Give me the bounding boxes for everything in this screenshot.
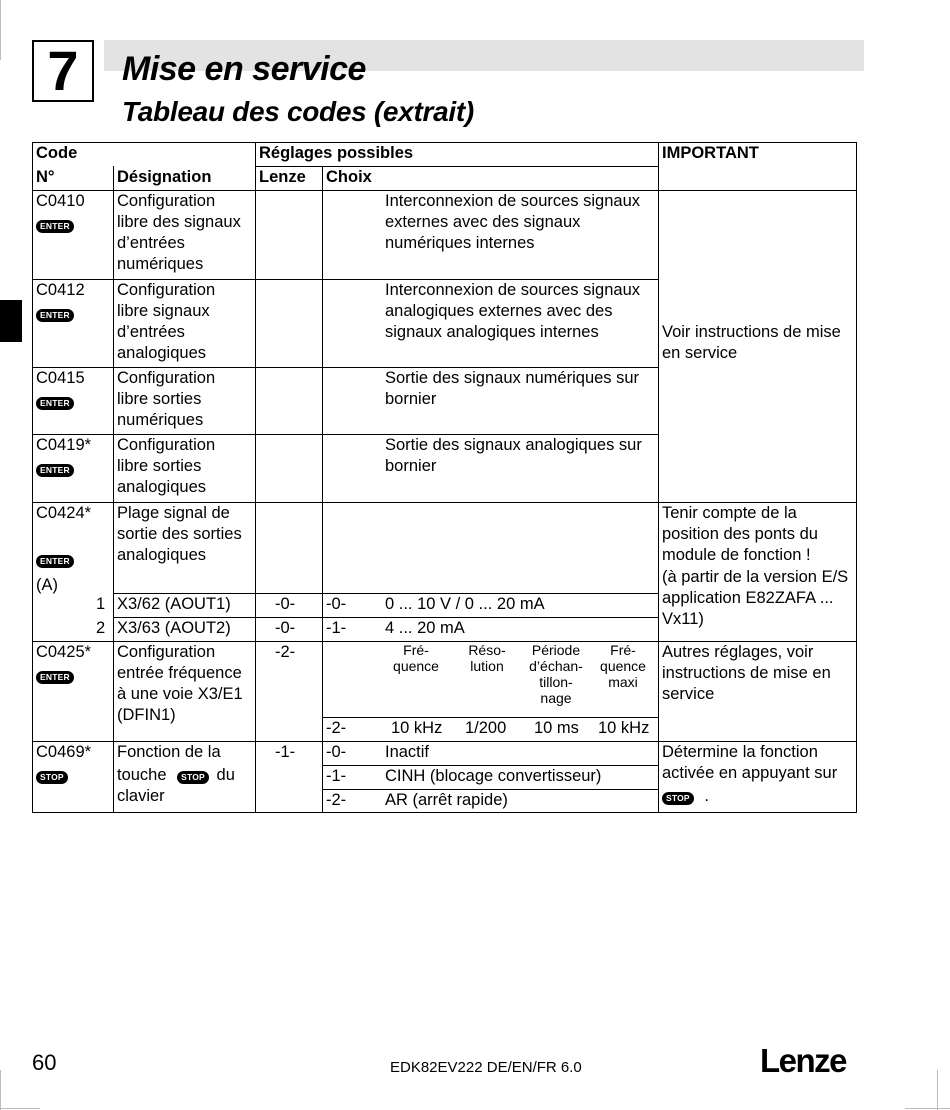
important-text: Voir instructions de mise bbox=[662, 323, 841, 341]
designation-line: Plage signal de bbox=[117, 504, 230, 522]
document-reference: EDK82EV222 DE/EN/FR 6.0 bbox=[390, 1059, 582, 1076]
designation-line: entrée fréquence bbox=[117, 664, 242, 682]
enter-key-icon: ENTER bbox=[36, 549, 74, 570]
stop-key-icon: STOP bbox=[662, 792, 694, 805]
choix-code: -1- bbox=[326, 619, 347, 637]
choix-code: -2- bbox=[326, 791, 347, 809]
enter-key-icon: ENTER bbox=[36, 391, 74, 412]
choix-value: 10 kHz bbox=[598, 719, 650, 737]
header-reglages: Réglages possibles bbox=[259, 144, 414, 162]
designation-line: libre sorties bbox=[117, 390, 202, 408]
important-text: Détermine la fonction bbox=[662, 743, 818, 761]
designation-line: clavier bbox=[117, 787, 165, 805]
page-number: 60 bbox=[32, 1050, 57, 1075]
chapter-number: 7 bbox=[32, 40, 94, 102]
designation-line: libre des signaux bbox=[117, 213, 241, 231]
stop-key-icon: STOP bbox=[36, 765, 68, 786]
choix-code: -0- bbox=[326, 743, 347, 761]
designation-line: à une voie X3/E1 bbox=[117, 685, 243, 703]
important-text: instructions de mise en bbox=[662, 664, 831, 682]
important-text: Tenir compte de la bbox=[662, 504, 797, 522]
code-c0412: C0412 bbox=[36, 281, 85, 299]
lenze-value: -0- bbox=[275, 619, 296, 637]
choix-line: CINH (blocage convertisseur) bbox=[385, 767, 602, 785]
important-text: en service bbox=[662, 344, 738, 362]
sub-num: 1 bbox=[96, 595, 106, 613]
designation-line: Configuration bbox=[117, 643, 216, 661]
important-text: activée en appuyant sur bbox=[662, 764, 838, 782]
choix-code: -1- bbox=[326, 767, 347, 785]
designation-line: d’entrées bbox=[117, 323, 185, 341]
important-text: application E82ZAFA ... bbox=[662, 589, 834, 607]
choix-value: 1/200 bbox=[465, 719, 507, 737]
choix-code: -0- bbox=[326, 595, 347, 613]
designation-line: Configuration bbox=[117, 192, 216, 210]
choix-line: Interconnexion de sources signaux bbox=[385, 192, 640, 210]
code-c0415: C0415 bbox=[36, 369, 85, 387]
choix-value: 10 kHz bbox=[391, 719, 443, 737]
choix-line: AR (arrêt rapide) bbox=[385, 791, 508, 809]
header-important: IMPORTANT bbox=[662, 144, 759, 162]
code-c0419: C0419* bbox=[36, 436, 92, 454]
choix-line: Interconnexion de sources signaux bbox=[385, 281, 640, 299]
chapter-tab-marker bbox=[0, 300, 22, 342]
lenze-value: -0- bbox=[275, 595, 296, 613]
choix-subheader: Fré- quence maxi bbox=[600, 642, 646, 690]
enter-key-icon: ENTER bbox=[36, 665, 74, 686]
choix-code: -2- bbox=[326, 719, 347, 737]
choix-line: bornier bbox=[385, 390, 437, 408]
important-text: Autres réglages, voir bbox=[662, 643, 814, 661]
note-a: (A) bbox=[36, 576, 58, 594]
enter-key-icon: ENTER bbox=[36, 458, 74, 479]
crop-mark bbox=[937, 1070, 938, 1110]
designation-line: Configuration bbox=[117, 369, 216, 387]
choix-line: numériques internes bbox=[385, 234, 535, 252]
choix-line: signaux analogiques internes bbox=[385, 323, 599, 341]
sub-num: 2 bbox=[96, 619, 106, 637]
code-table bbox=[32, 142, 857, 813]
header-lenze: Lenze bbox=[259, 168, 306, 186]
code-c0425: C0425* bbox=[36, 643, 92, 661]
choix-line: 4 ... 20 mA bbox=[385, 619, 465, 637]
designation-line: d’entrées bbox=[117, 234, 185, 252]
lenze-value: -2- bbox=[275, 643, 296, 661]
choix-line: Sortie des signaux analogiques sur bbox=[385, 436, 642, 454]
choix-subheader: Période d’échan- tillon- nage bbox=[529, 642, 583, 706]
important-text: (à partir de la version E/S bbox=[662, 568, 849, 586]
designation-line: Configuration bbox=[117, 436, 216, 454]
designation-line: (DFIN1) bbox=[117, 706, 176, 724]
designation-line: analogiques bbox=[117, 344, 206, 362]
enter-key-icon: ENTER bbox=[36, 214, 74, 235]
designation-line: numériques bbox=[117, 411, 204, 429]
choix-line: Sortie des signaux numériques sur bbox=[385, 369, 640, 387]
important-text: Vx11) bbox=[662, 610, 704, 628]
designation-line: libre sorties bbox=[117, 457, 202, 475]
header-designation: Désignation bbox=[117, 168, 212, 186]
choix-subheader: Réso- lution bbox=[468, 642, 506, 674]
stop-key-icon: STOP bbox=[177, 771, 209, 784]
designation-line: analogiques bbox=[117, 546, 206, 564]
choix-line: Inactif bbox=[385, 743, 430, 761]
choix-value: 10 ms bbox=[534, 719, 579, 737]
code-c0424: C0424* bbox=[36, 504, 92, 522]
crop-mark bbox=[905, 1108, 950, 1109]
designation-line: numériques bbox=[117, 255, 204, 273]
important-text: position des ponts du bbox=[662, 525, 818, 543]
header-code: Code bbox=[36, 144, 78, 162]
important-text: module de fonction ! bbox=[662, 546, 811, 564]
designation-line: Fonction de la bbox=[117, 743, 221, 761]
header-choix: Choix bbox=[326, 168, 372, 186]
designation-line: analogiques bbox=[117, 478, 206, 496]
page-subtitle: Tableau des codes (extrait) bbox=[122, 96, 474, 127]
crop-mark bbox=[0, 1070, 1, 1110]
sub-designation: X3/63 (AOUT2) bbox=[117, 619, 231, 637]
designation-line: Configuration bbox=[117, 281, 216, 299]
choix-subheader: Fré- quence bbox=[393, 642, 439, 674]
crop-mark bbox=[0, 1108, 40, 1109]
designation-line: libre signaux bbox=[117, 302, 210, 320]
code-c0469: C0469* bbox=[36, 743, 92, 761]
page-title: Mise en service bbox=[122, 50, 366, 88]
important-text: STOP . bbox=[662, 786, 709, 807]
choix-line: externes avec des signaux bbox=[385, 213, 581, 231]
sub-designation: X3/62 (AOUT1) bbox=[117, 595, 231, 613]
choix-line: analogiques externes avec des bbox=[385, 302, 613, 320]
code-c0410: C0410 bbox=[36, 192, 85, 210]
enter-key-icon: ENTER bbox=[36, 303, 74, 324]
important-text: service bbox=[662, 685, 715, 703]
crop-mark bbox=[0, 0, 1, 60]
lenze-value: -1- bbox=[275, 743, 296, 761]
choix-line: 0 ... 10 V / 0 ... 20 mA bbox=[385, 595, 545, 613]
choix-line: bornier bbox=[385, 457, 437, 475]
lenze-logo: Lenze bbox=[760, 1042, 847, 1079]
header-num: N° bbox=[36, 168, 55, 186]
designation-line: sortie des sorties bbox=[117, 525, 242, 543]
designation-line: touche STOP du bbox=[117, 766, 235, 784]
